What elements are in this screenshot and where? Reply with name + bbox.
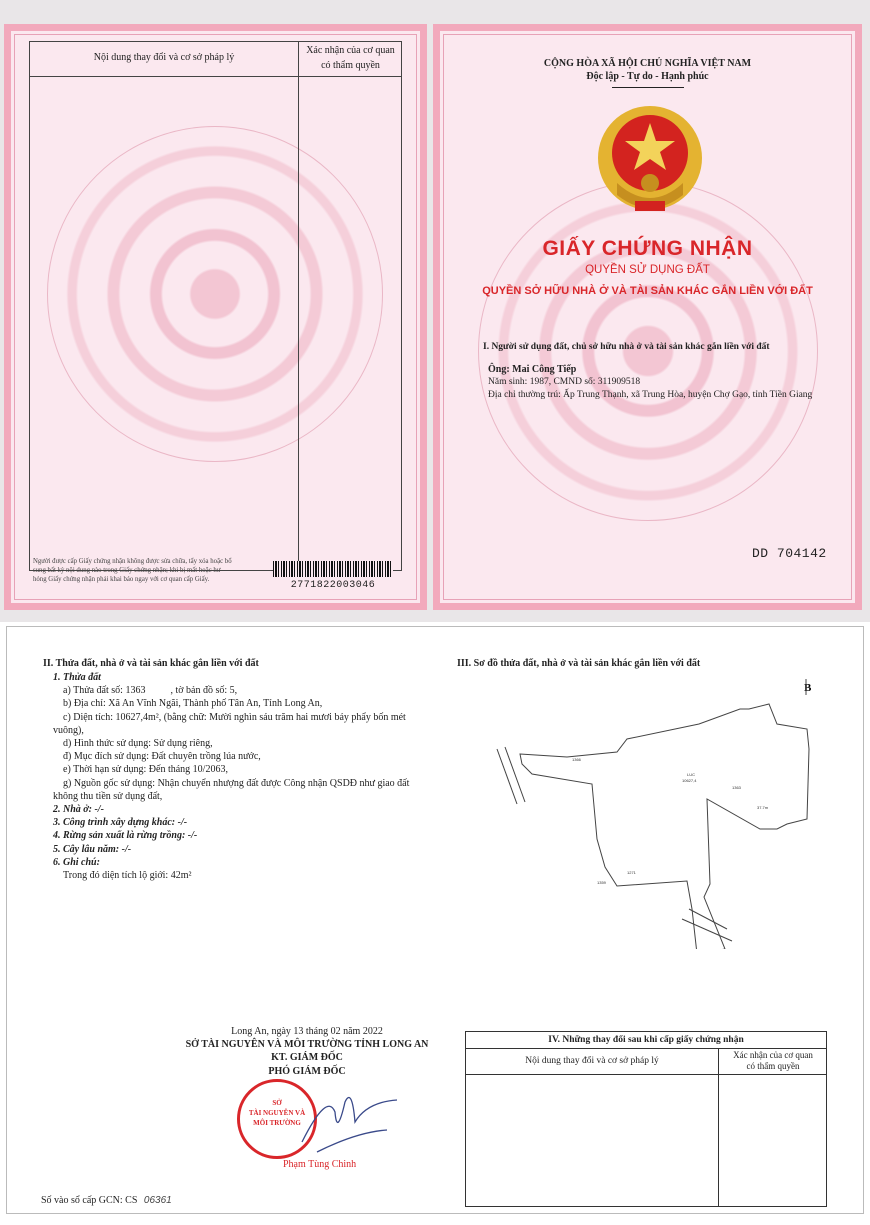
owner-name: Ông: Mai Công Tiếp xyxy=(488,364,577,375)
certificate-subtitle-2: QUYỀN SỞ HỮU NHÀ Ở VÀ TÀI SẢN KHÁC GẮN LIỀN VỚI ĐẤT xyxy=(482,285,813,297)
section-4-title: IV. Những thay đổi sau khi cấp giấy chứng nhận xyxy=(548,1035,744,1045)
place-date: Long An, ngày 13 tháng 02 năm 2022 xyxy=(231,1026,383,1037)
svg-text:37.7m: 37.7m xyxy=(757,805,769,810)
s4-col1-header: Nội dung thay đổi và cơ sở pháp lý xyxy=(525,1056,659,1066)
handwritten-signature xyxy=(297,1082,407,1162)
forest-item: 4. Rừng sản xuất là rừng trồng: -/- xyxy=(53,830,198,842)
warning-notice xyxy=(33,557,268,584)
s4-col2-header-line2: có thẩm quyền xyxy=(746,1061,800,1071)
certificate-subtitle-1: QUYỀN SỬ DỤNG ĐẤT xyxy=(585,264,710,276)
usage-origin-cont: không thu tiền sử dụng đất, xyxy=(53,790,163,802)
s4-col2-header-line1: Xác nhận của cơ quan xyxy=(733,1050,813,1060)
svg-text:1359: 1359 xyxy=(597,880,606,885)
col2-header-line1: Xác nhận của cơ quan xyxy=(306,45,395,56)
col1-header: Nội dung thay đổi và cơ sở pháp lý xyxy=(93,52,235,63)
section-3-title: III. Sơ đồ thửa đất, nhà ở và tài sản khác gắn liền với đất xyxy=(457,658,701,669)
signer-name: Phạm Tùng Chinh xyxy=(283,1159,357,1170)
section-1-title: I. Người sử dụng đất, chủ sở hữu nhà ở và tài sản khác gắn liền với đất xyxy=(483,342,770,352)
svg-text:10627,4: 10627,4 xyxy=(682,778,697,783)
notice-line: sung bất kỳ nội dung nào trong Giấy chứng nhận; khi bị mất hoặc hư xyxy=(33,567,221,574)
parcel-diagram xyxy=(477,679,847,949)
land-details xyxy=(53,671,433,882)
svg-text:1271: 1271 xyxy=(627,870,636,875)
notice-line: hỏng Giấy chứng nhận phải khai báo ngay với cơ quan cấp Giấy. xyxy=(33,576,210,583)
svg-text:LUC: LUC xyxy=(687,772,696,777)
house-item: 2. Nhà ở: -/- xyxy=(53,804,104,816)
barcode-number: 2771822003046 xyxy=(290,580,376,591)
usage-form: d) Hình thức sử dụng: Sử dụng riêng, xyxy=(63,738,213,750)
road-edge xyxy=(689,909,727,929)
parcel-area: c) Diện tích: 10627,4m², (bằng chữ: Mười nghìn sáu trăm hai mươi bảy phẩy bốn mét xyxy=(63,711,406,723)
perennial-item: 5. Cây lâu năm: -/- xyxy=(53,843,132,855)
serial-number: DD 704142 xyxy=(752,546,827,561)
construction-item: 3. Công trình xây dựng khác: -/- xyxy=(53,817,188,829)
subsection-heading: 1. Thửa đất xyxy=(53,672,101,683)
certificate-title: GIẤY CHỨNG NHẬN xyxy=(542,237,753,260)
right-page xyxy=(433,24,862,610)
notes-text: Trong đó diện tích lộ giới: 42m² xyxy=(63,870,192,882)
parcel-number: a) Thửa đất số: 1363 , tờ bản đồ số: 5, xyxy=(63,685,238,697)
certificate-inner-page xyxy=(6,626,864,1214)
deputy-director: PHÓ GIÁM ĐỐC xyxy=(268,1065,346,1077)
barcode xyxy=(273,561,393,577)
issuing-agency: SỞ TÀI NGUYÊN VÀ MÔI TRƯỜNG TỈNH LONG AN xyxy=(185,1039,429,1051)
svg-text:1363: 1363 xyxy=(732,785,741,790)
north-label: B xyxy=(804,682,812,694)
on-behalf-director: KT. GIÁM ĐỐC xyxy=(271,1052,343,1064)
usage-term: e) Thời hạn sử dụng: Đến tháng 10/2063, xyxy=(63,764,228,776)
national-emblem-icon xyxy=(595,103,705,219)
section-2-title: II. Thửa đất, nhà ở và tài sản khác gắn liền với đất xyxy=(43,658,259,669)
changes-table-left xyxy=(29,41,402,571)
col2-header-line2: có thẩm quyền xyxy=(321,60,380,71)
parcel-area-cont: vuông), xyxy=(53,724,84,736)
notice-line: Người được cấp Giấy chứng nhận không được sửa chữa, tẩy xóa hoặc bổ xyxy=(33,558,232,565)
changes-table-bottom xyxy=(465,1031,827,1207)
usage-origin: g) Nguồn gốc sử dụng: Nhận chuyển nhượng đất được Công nhận QSDĐ như giao đất xyxy=(63,777,410,789)
signature-block xyxy=(177,1025,437,1078)
registry-label: Số vào sổ cấp GCN: CS xyxy=(41,1195,138,1206)
registry-value: 06361 xyxy=(143,1195,172,1206)
road-edge xyxy=(497,749,517,804)
motto: Độc lập - Tự do - Hạnh phúc xyxy=(586,71,709,82)
country-name: CỘNG HÒA XÃ HỘI CHỦ NGHĨA VIỆT NAM xyxy=(543,58,752,69)
road-edge xyxy=(505,747,525,802)
stamp-text: MÔI TRƯỜNG xyxy=(253,1119,301,1127)
owner-address: Địa chỉ thường trú: Ấp Trung Thạnh, xã Trung Hòa, huyện Chợ Gạo, tỉnh Tiền Giang xyxy=(488,390,813,400)
usage-purpose: đ) Mục đích sử dụng: Đất chuyên trồng lúa nước, xyxy=(63,751,261,763)
left-page xyxy=(4,24,427,610)
stamp-text: TÀI NGUYÊN VÀ xyxy=(248,1109,306,1117)
parcel-address: b) Địa chỉ: Xã An Vĩnh Ngãi, Thành phố Tân An, Tỉnh Long An, xyxy=(63,698,323,710)
registry-number xyxy=(41,1194,172,1207)
motto-underline xyxy=(590,87,706,89)
stamp-text: SỞ xyxy=(272,1099,282,1107)
parcel-boundary xyxy=(520,704,809,949)
owner-birth-id: Năm sinh: 1987, CMND số: 311909518 xyxy=(488,377,641,387)
svg-text:1366: 1366 xyxy=(572,757,581,762)
notes-heading: 6. Ghi chú: xyxy=(53,856,100,868)
road-edge xyxy=(682,919,732,941)
